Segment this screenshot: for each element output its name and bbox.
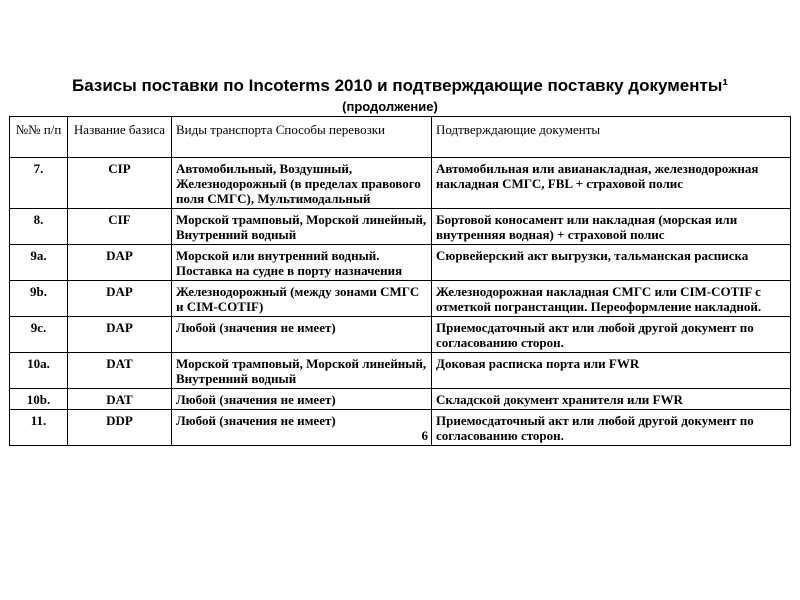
row-transport: Любой (значения не имеет) (172, 389, 432, 410)
table-row (10, 389, 791, 410)
row-documents: Сюрвейерский акт выгрузки, тальманская расписка (432, 245, 791, 281)
table-row (10, 353, 791, 389)
table-row (10, 317, 791, 353)
table-row (10, 209, 791, 245)
row-transport: Любой (значения не имеет) (172, 317, 432, 353)
row-transport: Морской или внутренний водный. Поставка на судне в порту назначения (172, 245, 432, 281)
slide-title: Базисы поставки по Incoterms 2010 и подтверждающие поставку документы¹ (71, 76, 729, 95)
row-documents: Железнодорожная накладная СМГС или CIM-COTIF с отметкой погранстанции. Переоформление накладной. (432, 281, 791, 317)
row-transport-cell (172, 410, 432, 446)
slide-subtitle: (продолжение) (342, 99, 438, 114)
row-documents: Складской документ хранителя или FWR (432, 389, 791, 410)
row-basis: DAP (68, 245, 172, 281)
row-transport: Автомобильный, Воздушный, Железнодорожный (в пределах правового поля СМГС), Мультимодальный (172, 158, 432, 209)
row-num: 10a. (10, 353, 68, 389)
page-number: 6 (421, 428, 428, 443)
row-documents: Приемосдаточный акт или любой другой документ по согласованию сторон. (432, 410, 791, 446)
incoterms-table (9, 116, 791, 446)
table-row (10, 410, 791, 446)
row-basis: DAP (68, 281, 172, 317)
row-transport: Морской трамповый, Морской линейный, Внутренний водный (172, 353, 432, 389)
row-basis: CIP (68, 158, 172, 209)
row-documents: Автомобильная или авианакладная, железнодорожная накладная СМГС, FBL + страховой полис (432, 158, 791, 209)
row-documents: Доковая расписка порта или FWR (432, 353, 791, 389)
row-documents: Бортовой коносамент или накладная (морская или внутренняя водная) + страховой полис (432, 209, 791, 245)
row-num: 9c. (10, 317, 68, 353)
table-row (10, 245, 791, 281)
row-basis: DAT (68, 389, 172, 410)
table-header-row (10, 117, 791, 158)
header-num: №№ п/п (10, 117, 68, 158)
row-basis: DAP (68, 317, 172, 353)
row-basis: DDP (68, 410, 172, 446)
table-row (10, 281, 791, 317)
header-basis: Название базиса (68, 117, 172, 158)
row-num: 11. (10, 410, 68, 446)
row-num: 7. (10, 158, 68, 209)
row-basis: DAT (68, 353, 172, 389)
header-transport: Виды транспорта Способы перевозки (172, 117, 432, 158)
row-num: 9b. (10, 281, 68, 317)
row-basis: CIF (68, 209, 172, 245)
row-num: 9a. (10, 245, 68, 281)
row-num: 10b. (10, 389, 68, 410)
row-num: 8. (10, 209, 68, 245)
table-row (10, 158, 791, 209)
row-documents: Приемосдаточный акт или любой другой документ по согласованию сторон. (432, 317, 791, 353)
row-transport: Морской трамповый, Морской линейный, Внутренний водный (172, 209, 432, 245)
row-transport: Любой (значения не имеет) (176, 413, 336, 428)
header-documents: Подтверждающие документы (432, 117, 791, 158)
row-transport: Железнодорожный (между зонами СМГС и CIM-COTIF) (172, 281, 432, 317)
